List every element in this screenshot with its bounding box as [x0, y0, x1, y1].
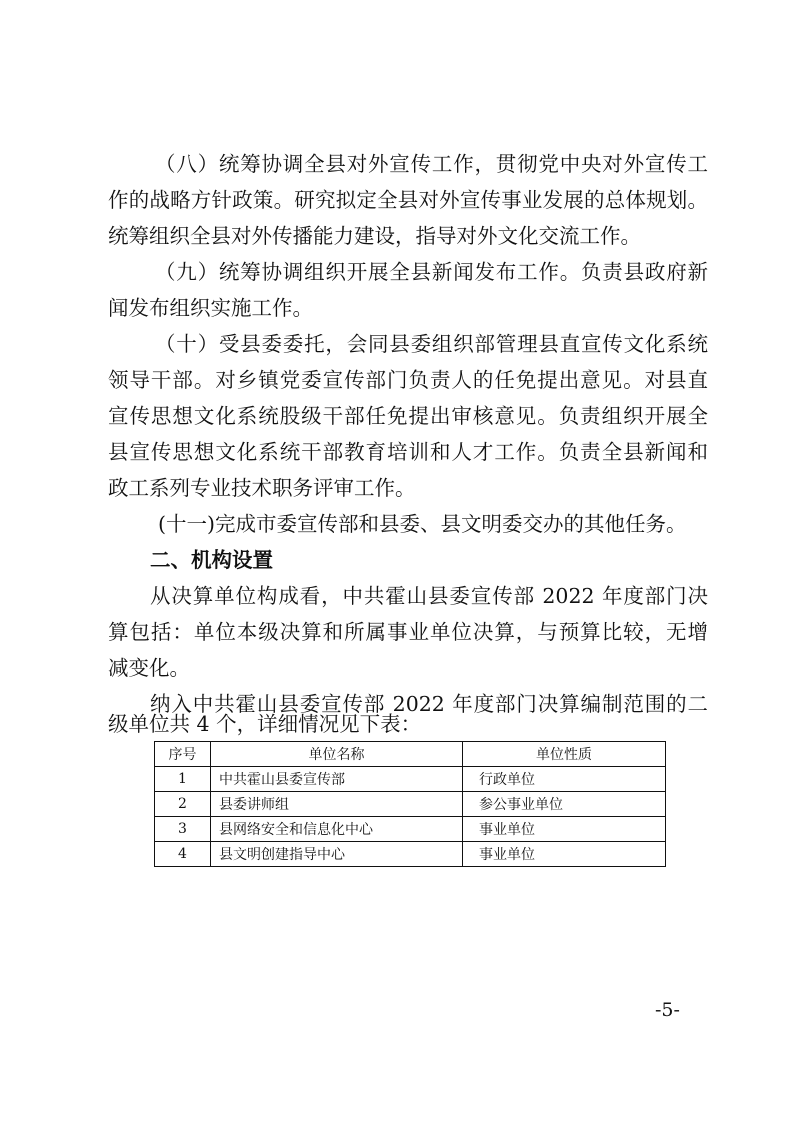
units-table	[154, 741, 666, 867]
paragraph-9-line-1: （九）统筹协调组织开展全县新闻发布工作。负责县政府新	[155, 260, 708, 284]
page-number: -5-	[655, 999, 680, 1021]
paragraph-10-line-5: 政工系列专业技术职务评审工作。	[108, 476, 416, 500]
header-unit-name: 单位名称	[211, 742, 463, 767]
paragraph-10-line-3: 宣传思想文化系统股级干部任免提出审核意见。负责组织开展全	[108, 404, 708, 428]
paragraph-12-line-3: 减变化。	[108, 656, 190, 680]
cell-serial: 2	[155, 792, 211, 817]
table-row	[155, 842, 666, 867]
cell-unit-type: 事业单位	[463, 817, 666, 842]
header-serial: 序号	[155, 742, 211, 767]
table-row	[155, 792, 666, 817]
paragraph-12-line-1: 从决算单位构成看，中共霍山县委宣传部 2022 年度部门决	[150, 584, 708, 608]
paragraph-8-line-2: 作的战略方针政策。研究拟定全县对外宣传事业发展的总体规划。	[108, 188, 708, 212]
header-unit-type: 单位性质	[463, 742, 666, 767]
paragraph-9-line-2: 闻发布组织实施工作。	[108, 296, 313, 320]
cell-unit-name: 县文明创建指导中心	[211, 842, 463, 867]
cell-unit-name: 县网络安全和信息化中心	[211, 817, 463, 842]
cell-unit-name: 中共霍山县委宣传部	[211, 767, 463, 792]
paragraph-11: (十一)完成市委宣传部和县委、县文明委交办的其他任务。	[158, 512, 687, 536]
table-header-row	[155, 742, 666, 767]
cell-serial: 1	[155, 767, 211, 792]
paragraph-13-line-1: 纳入中共霍山县委宣传部 2022 年度部门决算编制范围的二	[150, 692, 708, 716]
cell-unit-name: 县委讲师组	[211, 792, 463, 817]
paragraph-10-line-1: （十）受县委委托，会同县委组织部管理县直宣传文化系统	[155, 332, 708, 356]
cell-unit-type: 行政单位	[463, 767, 666, 792]
paragraph-10-line-2: 领导干部。对乡镇党委宣传部门负责人的任免提出意见。对县直	[108, 368, 708, 392]
paragraph-8-line-3: 统筹组织全县对外传播能力建设，指导对外文化交流工作。	[108, 224, 641, 248]
paragraph-12-line-2: 算包括：单位本级决算和所属事业单位决算，与预算比较，无增	[108, 620, 708, 644]
cell-serial: 3	[155, 817, 211, 842]
table-row	[155, 817, 666, 842]
section-heading: 二、机构设置	[150, 548, 273, 572]
paragraph-13-line-2: 级单位共 4 个，详细情况见下表：	[108, 712, 422, 736]
cell-unit-type: 参公事业单位	[463, 792, 666, 817]
cell-serial: 4	[155, 842, 211, 867]
paragraph-8-line-1: （八）统筹协调全县对外宣传工作，贯彻党中央对外宣传工	[155, 152, 708, 176]
table-row	[155, 767, 666, 792]
cell-unit-type: 事业单位	[463, 842, 666, 867]
paragraph-10-line-4: 县宣传思想文化系统干部教育培训和人才工作。负责全县新闻和	[108, 440, 708, 464]
